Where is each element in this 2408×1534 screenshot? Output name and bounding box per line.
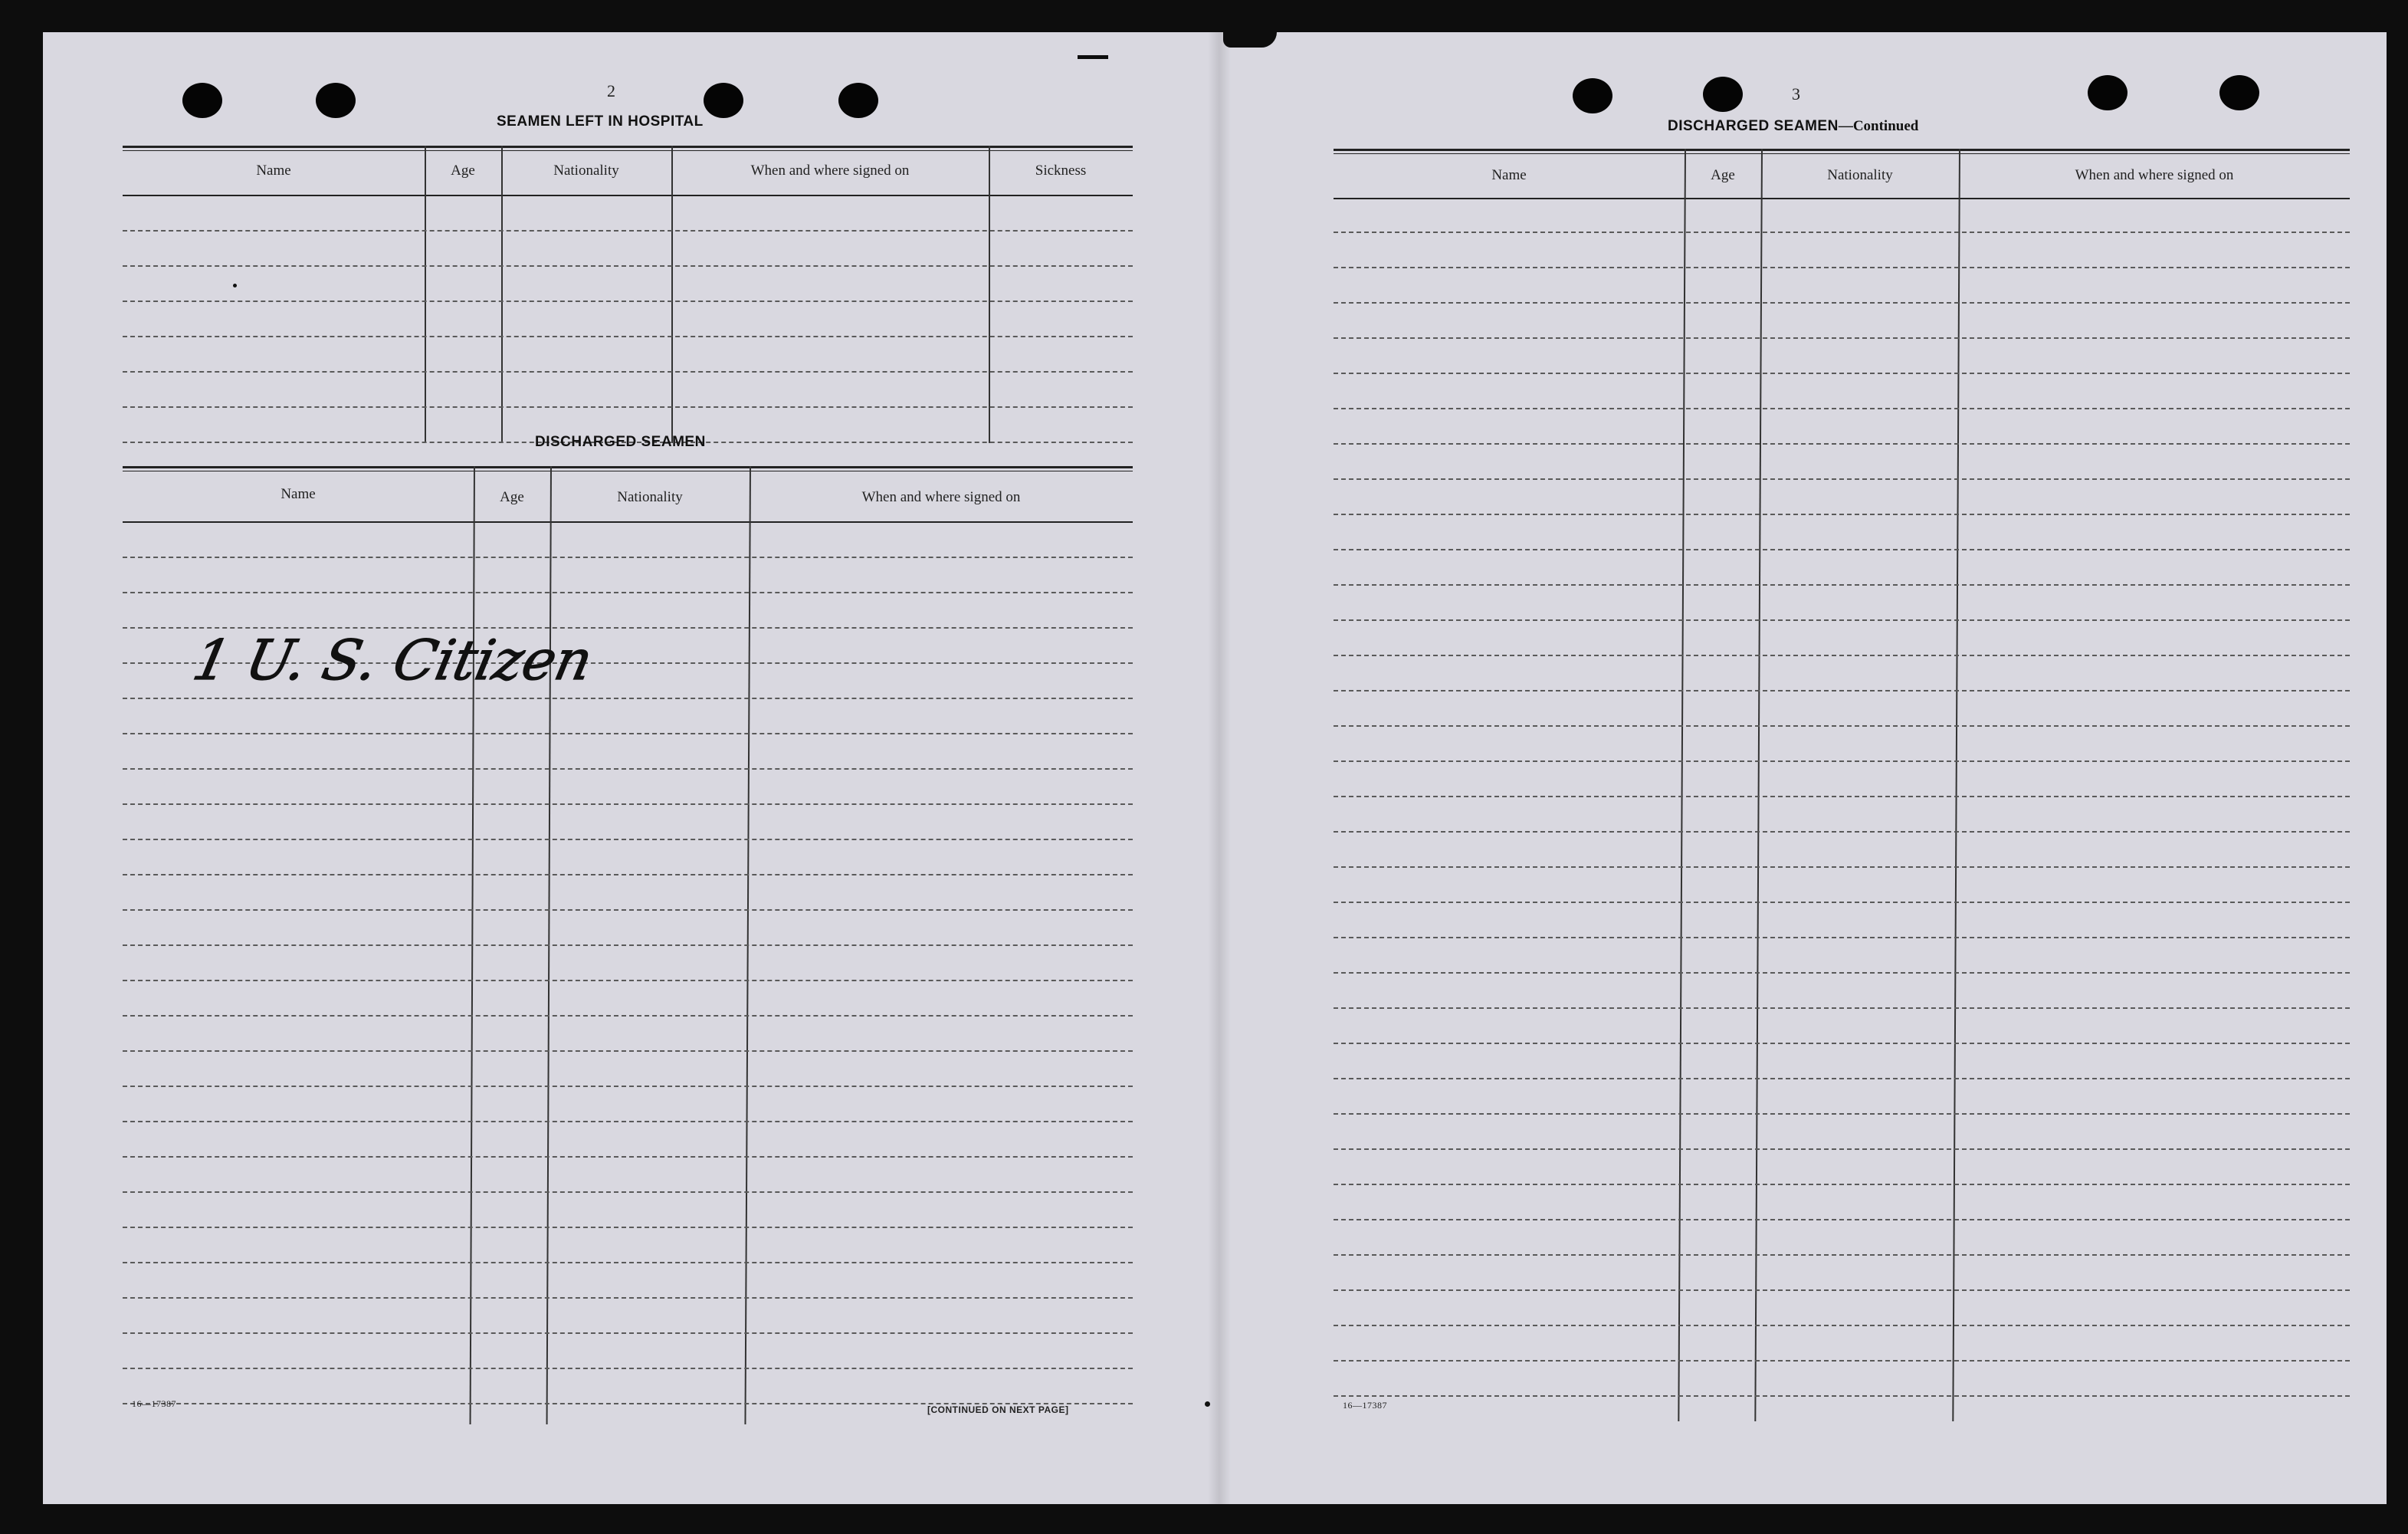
handwritten-text: 1 U. S. Citizen	[187, 628, 599, 693]
ledger-row	[1334, 1219, 2350, 1220]
table-top-rule	[1334, 149, 2350, 151]
col-header-nationality: Nationality	[553, 163, 619, 179]
ledger-row	[1334, 408, 2350, 409]
ledger-row	[1334, 1395, 2350, 1397]
ledger-row	[1334, 725, 2350, 727]
ledger-row	[1334, 302, 2350, 304]
ledger-row	[1334, 232, 2350, 233]
ledger-row	[123, 1262, 1133, 1263]
ledger-row	[1334, 373, 2350, 374]
ledger-row	[123, 1086, 1133, 1087]
ledger-row	[123, 768, 1133, 770]
ledger-row	[123, 909, 1133, 911]
column-divider	[989, 146, 990, 443]
table-top-rule	[123, 150, 1133, 151]
section-title-hospital: SEAMEN LEFT IN HOSPITAL	[497, 113, 704, 130]
page-number: 2	[607, 81, 615, 100]
col-header-signed-on: When and where signed on	[861, 489, 1021, 505]
ledger-row	[1334, 478, 2350, 480]
page-fold	[1208, 32, 1231, 1504]
ledger-row	[1334, 972, 2350, 974]
ledger-row	[123, 803, 1133, 805]
ledger-row	[123, 1191, 1133, 1193]
form-code: 16—17387	[1343, 1400, 1387, 1411]
ledger-row	[123, 406, 1133, 408]
ledger-row	[123, 371, 1133, 373]
ledger-row	[123, 557, 1133, 558]
ledger-row	[1334, 1148, 2350, 1150]
ledger-row	[1334, 1113, 2350, 1115]
column-divider	[1754, 149, 1763, 1421]
ledger-row	[123, 1050, 1133, 1052]
ledger-row	[1334, 549, 2350, 550]
section-title-discharged-continued	[1668, 118, 1918, 135]
continued-note: [CONTINUED ON NEXT PAGE]	[927, 1404, 1069, 1415]
ledger-row	[1334, 831, 2350, 833]
col-header-nationality: Nationality	[1827, 167, 1893, 183]
ledger-row	[1334, 902, 2350, 903]
column-divider	[1952, 149, 1960, 1421]
col-header-name: Name	[1491, 167, 1527, 183]
column-divider	[671, 146, 673, 443]
col-header-name: Name	[256, 163, 291, 179]
header-rule	[123, 195, 1133, 196]
ledger-row	[1334, 584, 2350, 586]
ledger-row	[1334, 1043, 2350, 1044]
hospital-table	[123, 146, 1133, 445]
ink-mark	[233, 284, 237, 287]
ledger-row	[1334, 937, 2350, 938]
ledger-row	[1334, 1289, 2350, 1291]
header-rule	[1334, 198, 2350, 199]
ledger-row	[123, 1015, 1133, 1017]
ledger-row	[1334, 1360, 2350, 1362]
table-top-rule	[1334, 153, 2350, 154]
ink-mark	[1205, 1401, 1210, 1407]
document-sheet	[43, 32, 2387, 1504]
ledger-row	[1334, 337, 2350, 339]
ledger-row	[123, 1121, 1133, 1122]
page-number: 3	[1792, 84, 1800, 103]
ledger-row	[1334, 1007, 2350, 1009]
section-title-discharged: DISCHARGED SEAMEN	[535, 434, 706, 450]
col-header-age: Age	[1711, 167, 1735, 183]
col-header-age: Age	[451, 163, 475, 179]
ledger-row	[1334, 1325, 2350, 1326]
section-title-suffix: —Continued	[1838, 118, 1919, 134]
ledger-row	[123, 1297, 1133, 1299]
ledger-row	[123, 1368, 1133, 1369]
ledger-row	[1334, 619, 2350, 621]
ledger-row	[1334, 796, 2350, 797]
ledger-row	[123, 839, 1133, 840]
ledger-row	[123, 733, 1133, 734]
ledger-row	[123, 874, 1133, 875]
header-rule	[123, 521, 1133, 523]
table-top-rule	[123, 466, 1133, 468]
ledger-row	[1334, 866, 2350, 868]
ledger-row	[123, 301, 1133, 302]
ledger-row	[1334, 690, 2350, 691]
ledger-row	[123, 265, 1133, 267]
ledger-row	[1334, 1078, 2350, 1079]
ledger-row	[1334, 1254, 2350, 1256]
left-page	[43, 32, 1208, 1504]
ledger-row	[123, 980, 1133, 981]
ledger-row	[1334, 1184, 2350, 1185]
col-header-name: Name	[280, 486, 316, 502]
column-divider	[1678, 149, 1686, 1421]
ledger-row	[123, 336, 1133, 337]
ledger-row	[1334, 443, 2350, 445]
handwritten-entry	[166, 609, 625, 716]
form-code: 16—17387	[132, 1398, 176, 1409]
section-title-main: DISCHARGED SEAMEN	[1668, 118, 1839, 134]
column-divider	[425, 146, 426, 443]
ledger-row	[1334, 267, 2350, 268]
ledger-row	[123, 1227, 1133, 1228]
right-page	[1238, 32, 2387, 1504]
col-header-signed-on: When and where signed on	[750, 163, 910, 179]
ledger-row	[1334, 514, 2350, 515]
discharged-continued-table	[1334, 149, 2350, 1429]
ledger-row	[123, 230, 1133, 232]
ledger-row	[123, 1332, 1133, 1334]
col-header-sickness: Sickness	[1035, 163, 1087, 179]
table-top-rule	[123, 146, 1133, 148]
col-header-signed-on: When and where signed on	[2075, 167, 2234, 183]
ledger-row	[123, 944, 1133, 946]
ledger-row	[1334, 655, 2350, 656]
ledger-row	[123, 1156, 1133, 1158]
ledger-row	[123, 592, 1133, 593]
ledger-row	[1334, 760, 2350, 762]
col-header-nationality: Nationality	[617, 489, 683, 505]
column-divider	[501, 146, 503, 443]
col-header-age: Age	[500, 489, 524, 505]
